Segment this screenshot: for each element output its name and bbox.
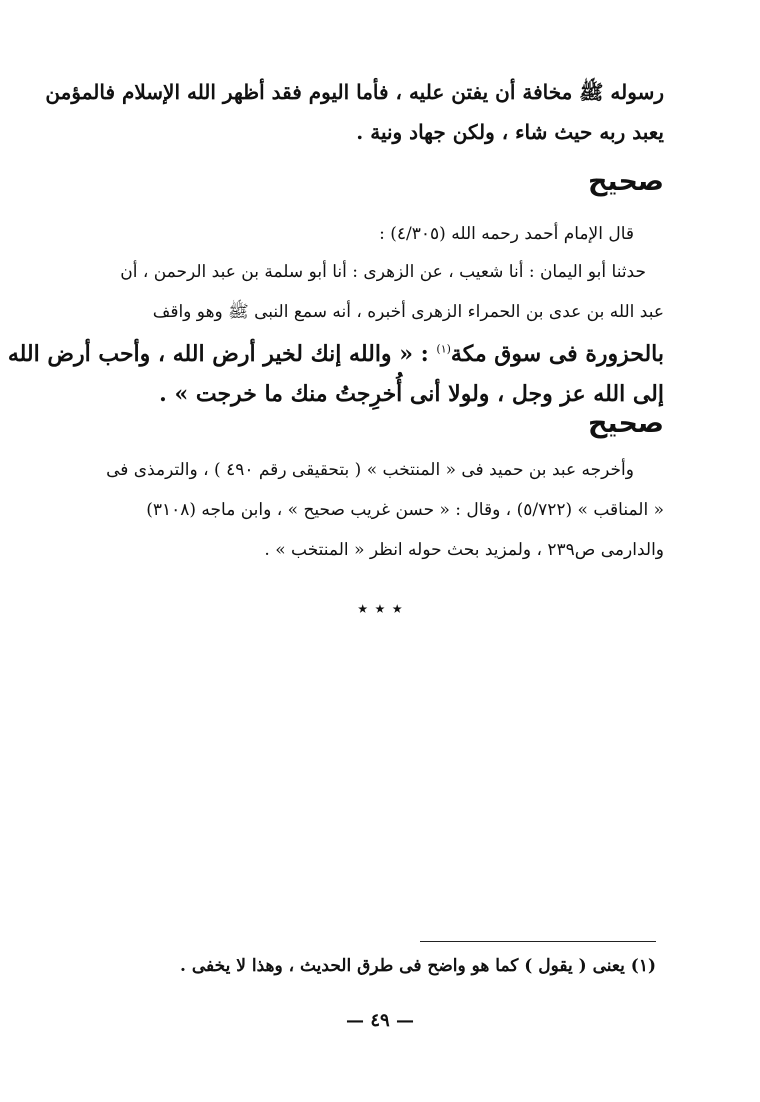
hadith-line-1-start: بالحزورة فى سوق مكة [450,341,664,367]
takhrij-paragraph [96,450,664,570]
isnad-line-1: قال الإمام أحمد رحمه الله (٤/٣٠٥) : [379,224,634,244]
isnad-line-2: حدثنا أبو اليمان : أنا شعيب ، عن الزهرى : أنا أبو سلمة بن عبد الرحمن ، أن [120,262,646,282]
footnote-marker: (١) [436,342,451,356]
takhrij-line-2: « المناقب » (٥/٧٢٢) ، وقال : « حسن غريب صحيح » ، وابن ماجه (٣١٠٨) [146,500,664,520]
page-number: — ٤٩ — [346,1010,414,1031]
footnote-rule [420,941,656,942]
grade-heading-2: صحيح [587,408,664,439]
footnote: (١) يعنى ( يقول ) كما هو واضح فى طرق الحديث ، وهذا لا يخفى . [180,956,656,976]
takhrij-line-1: وأخرجه عبد بن حميد فى « المنتخب » ( بتحقيقى رقم ٤٩٠ ) ، والترمذى فى [106,460,634,480]
intro-line-1: رسوله ﷺ مخافة أن يفتن عليه ، فأما اليوم فقد أظهر الله الإسلام فالمؤمن [45,80,664,104]
hadith-line-2: إلى الله عز وجل ، ولولا أنى أُخرِجتُ منك ما خرجت » . [159,381,664,407]
hadith-line-1 [7,334,664,374]
section-separator: ٭ ٭ ٭ [357,596,403,620]
intro-line-2: يعبد ربه حيث شاء ، ولكن جهاد ونية . [356,120,664,144]
takhrij-line-3: والدارمى ص٢٣٩ ، ولمزيد بحث حوله انظر « المنتخب » . [264,540,664,560]
isnad-paragraph [7,214,664,414]
isnad-line-3: عبد الله بن عدى بن الحمراء الزهرى أخبره ، أنه سمع النبى ﷺ وهو واقف [152,302,664,322]
grade-heading-1: صحيح [587,166,664,197]
intro-paragraph [45,72,664,152]
hadith-line-1-end: : « والله إنك لخير أرض الله ، وأحب أرض الله [7,341,437,367]
